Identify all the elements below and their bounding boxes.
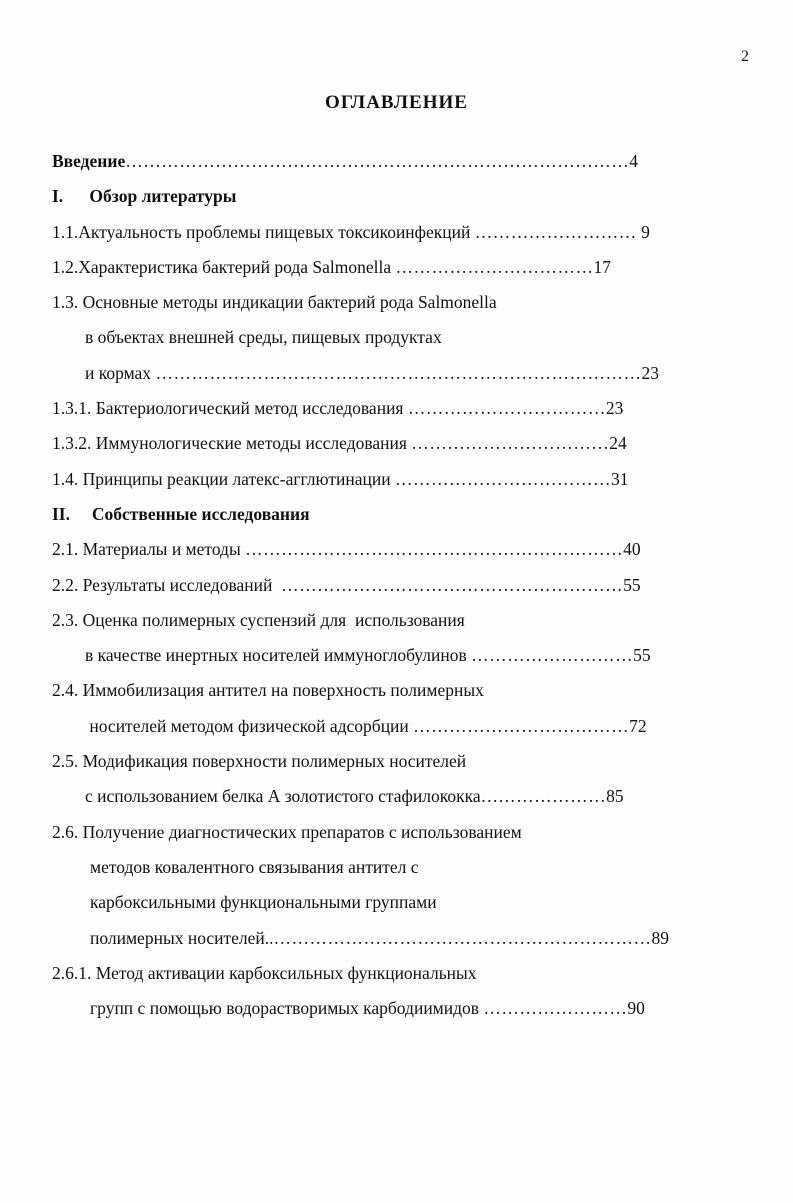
toc-line [52,356,753,391]
toc-line [52,215,753,250]
toc-line [52,779,753,814]
toc-page-ref: 24 [609,433,627,454]
toc-page-ref: 17 [593,256,611,277]
toc-page-ref: 85 [606,786,624,807]
toc-line [52,144,753,179]
toc-entry-text: в объектах внешней среды, пищевых продуктах [85,327,442,348]
toc-entry-text: в качестве инертных носителей иммуноглобулинов [85,645,472,666]
toc-heading-text: I. Обзор литературы [52,186,237,207]
toc-page-ref: 55 [623,574,641,595]
toc-entry-text: и кормах [85,362,156,383]
dot-leader: …………………………… [395,256,594,277]
toc-entry-text: 1.2.Характеристика бактерий рода Salmonella [52,256,396,277]
toc-entry-text: 2.4. Иммобилизация антител на поверхность полимерных [52,680,484,701]
dot-leader: ……………………… [474,221,637,242]
toc-heading-text: II. Собственные исследования [52,503,310,524]
toc-entry-text: 1.3.2. Иммунологические методы исследования [52,433,412,454]
toc-line [52,956,753,991]
toc-entry-text: методов ковалентного связывания антител с [90,856,419,877]
toc-line [52,991,753,1026]
toc-page-ref: 55 [633,645,651,666]
toc-line [52,709,753,744]
toc-entry-text: 2.3. Оценка полимерных суспензий для использования [52,609,465,630]
toc-line [52,885,753,920]
toc-line [52,497,753,532]
dot-leader: ……………………… [471,645,634,666]
toc-line [52,179,753,214]
toc-entry-text: носителей методом физической адсорбции [85,715,414,736]
page-number: 2 [741,48,749,65]
toc-line [52,532,753,567]
toc-entry-text: с использованием белка А золотистого стафилококка… [85,786,499,807]
toc-line [52,603,753,638]
toc-line [52,250,753,285]
toc-entry-text: карбоксильными функциональными группами [90,892,437,913]
toc-entry-text: 1.3.1. Бактериологический метод исследования [52,398,408,419]
toc-entry-text: групп с помощью водорастворимых карбодиимидов [90,998,484,1019]
toc-entry-text: 2.2. Результаты исследований [52,574,282,595]
dot-leader: ……………………………… [395,468,611,489]
toc-line [52,673,753,708]
toc-line [52,462,753,497]
dot-leader: ……………………………………………………… [273,927,652,948]
toc-page-ref: 4 [629,151,638,171]
toc-entry-text: 1.4. Принципы реакции латекс-агглютинации [52,468,395,489]
toc-line [52,744,753,779]
toc-entry-text: 2.1. Материалы и методы [52,539,246,560]
toc-line [52,921,753,956]
toc-title: ОГЛАВЛЕНИЕ [325,92,468,113]
dot-leader: …………………………… [407,398,606,419]
dot-leader: ……………………………… [413,715,630,736]
dot-leader: ……………… [498,786,607,807]
toc-entry-text: 2.5. Модификация поверхности полимерных носителей [52,751,467,772]
toc-line [52,391,753,426]
toc-heading-text: Введение [52,151,126,171]
toc-page-ref: 40 [623,539,641,560]
toc-page-ref: 31 [611,468,629,489]
toc-line [52,426,753,461]
toc-entry-text: 1.1.Актуальность проблемы пищевых токсикоинфекций [52,221,475,242]
dot-leader: ……………………………………………………… [245,539,624,560]
dot-leader: ……………………………………………………………………… [155,362,642,383]
dot-leader: ………………………………………………………………………… [125,151,630,171]
dot-leader: ………………………………………………… [281,574,624,595]
toc-entry-text: 1.3. Основные методы индикации бактерий рода Salmonella [52,292,497,313]
toc-line [52,815,753,850]
dot-leader: …………………… [483,998,628,1019]
toc-line [52,850,753,885]
toc-page-ref: 90 [627,998,645,1019]
toc-line [52,568,753,603]
toc-entry-text: 2.6. Получение диагностических препаратов с использованием [52,821,522,842]
toc-page-ref: 23 [605,398,624,419]
toc-page-ref: 72 [629,715,647,736]
toc-page-ref: 9 [636,221,650,242]
toc-entry-text: полимерных носителей.. [90,927,274,948]
toc-line [52,285,753,320]
toc-entry-text: 2.6.1. Метод активации карбоксильных функциональных [52,962,477,983]
dot-leader: …………………………… [411,433,610,454]
toc-line [52,320,753,355]
toc-line [52,638,753,673]
toc-page-ref: 23 [641,362,659,383]
toc-list [52,144,753,1026]
toc-page-ref: 89 [651,927,670,948]
